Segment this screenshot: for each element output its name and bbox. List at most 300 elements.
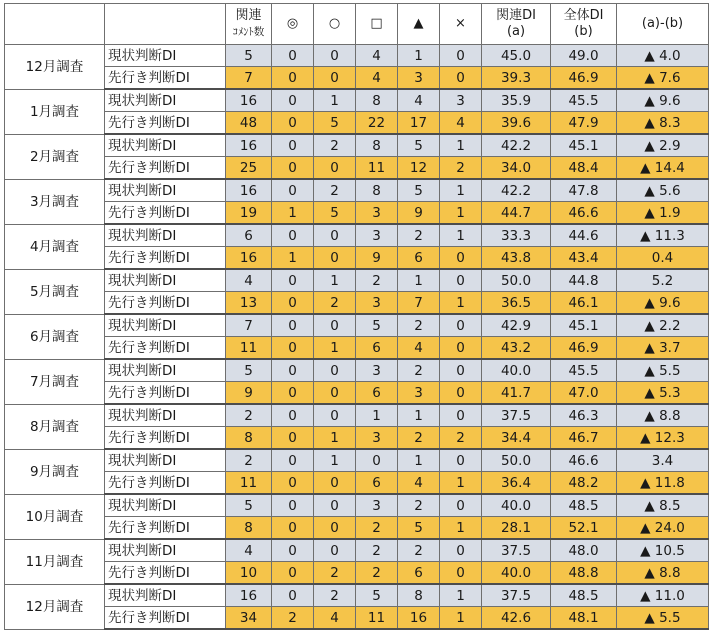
triangle-count-cell: 7 bbox=[398, 292, 440, 315]
circle-count-cell: 0 bbox=[314, 314, 356, 337]
header-kanren-di-line1: 関連DI bbox=[496, 8, 536, 23]
kanren-count-cell: 16 bbox=[226, 134, 272, 157]
table-row bbox=[5, 269, 709, 292]
kanren-di-cell: 50.0 bbox=[482, 449, 551, 472]
table-row bbox=[5, 607, 709, 630]
table-row bbox=[5, 427, 709, 450]
current-di-label: 現状判断DI bbox=[105, 89, 226, 112]
table-row bbox=[5, 224, 709, 247]
kanren-count-cell: 19 bbox=[226, 202, 272, 225]
square-count-cell: 2 bbox=[356, 562, 398, 585]
double-circle-count-cell: 0 bbox=[272, 269, 314, 292]
zentai-di-cell: 45.1 bbox=[551, 134, 617, 157]
zentai-di-cell: 46.9 bbox=[551, 337, 617, 360]
kanren-count-cell: 25 bbox=[226, 157, 272, 180]
header-kanren-di bbox=[482, 4, 551, 45]
kanren-di-cell: 37.5 bbox=[482, 404, 551, 427]
cross-count-cell: 0 bbox=[440, 45, 482, 67]
diff-cell: ▲ 10.5 bbox=[617, 539, 709, 562]
diff-cell: ▲ 8.5 bbox=[617, 494, 709, 517]
diff-cell: ▲ 2.9 bbox=[617, 134, 709, 157]
zentai-di-cell: 48.5 bbox=[551, 584, 617, 607]
square-count-cell: 3 bbox=[356, 359, 398, 382]
table-body bbox=[5, 45, 709, 630]
cross-count-cell: 0 bbox=[440, 359, 482, 382]
kanren-di-cell: 34.0 bbox=[482, 157, 551, 180]
square-count-cell: 3 bbox=[356, 292, 398, 315]
square-count-cell: 8 bbox=[356, 134, 398, 157]
header-zentai-di-line1: 全体DI bbox=[563, 8, 604, 23]
header-row bbox=[5, 4, 709, 45]
header-square: □ bbox=[356, 4, 398, 45]
table-row bbox=[5, 112, 709, 135]
forecast-di-label: 先行き判断DI bbox=[105, 202, 226, 225]
circle-count-cell: 4 bbox=[314, 607, 356, 630]
zentai-di-cell: 46.1 bbox=[551, 292, 617, 315]
triangle-count-cell: 2 bbox=[398, 224, 440, 247]
kanren-count-cell: 48 bbox=[226, 112, 272, 135]
triangle-count-cell: 9 bbox=[398, 202, 440, 225]
square-count-cell: 4 bbox=[356, 45, 398, 67]
zentai-di-cell: 48.8 bbox=[551, 562, 617, 585]
table-row bbox=[5, 539, 709, 562]
square-count-cell: 6 bbox=[356, 382, 398, 405]
kanren-count-cell: 34 bbox=[226, 607, 272, 630]
table-row bbox=[5, 359, 709, 382]
forecast-di-label: 先行き判断DI bbox=[105, 157, 226, 180]
kanren-count-cell: 2 bbox=[226, 404, 272, 427]
kanren-count-cell: 8 bbox=[226, 517, 272, 540]
month-label: 8月調査 bbox=[5, 404, 105, 449]
triangle-count-cell: 2 bbox=[398, 427, 440, 450]
kanren-di-cell: 37.5 bbox=[482, 584, 551, 607]
square-count-cell: 3 bbox=[356, 494, 398, 517]
square-count-cell: 1 bbox=[356, 404, 398, 427]
zentai-di-cell: 46.9 bbox=[551, 67, 617, 90]
forecast-di-label: 先行き判断DI bbox=[105, 292, 226, 315]
header-kanren-count bbox=[226, 4, 272, 45]
cross-count-cell: 1 bbox=[440, 472, 482, 495]
month-label: 6月調査 bbox=[5, 314, 105, 359]
double-circle-count-cell: 0 bbox=[272, 382, 314, 405]
kanren-di-cell: 42.2 bbox=[482, 179, 551, 202]
cross-count-cell: 0 bbox=[440, 269, 482, 292]
cross-count-cell: 0 bbox=[440, 67, 482, 90]
double-circle-count-cell: 0 bbox=[272, 359, 314, 382]
header-zentai-di bbox=[551, 4, 617, 45]
kanren-count-cell: 16 bbox=[226, 89, 272, 112]
current-di-label: 現状判断DI bbox=[105, 494, 226, 517]
month-label: 12月調査 bbox=[5, 584, 105, 629]
diff-cell: 5.2 bbox=[617, 269, 709, 292]
kanren-di-cell: 44.7 bbox=[482, 202, 551, 225]
double-circle-count-cell: 0 bbox=[272, 112, 314, 135]
triangle-count-cell: 3 bbox=[398, 67, 440, 90]
square-count-cell: 9 bbox=[356, 247, 398, 270]
cross-count-cell: 0 bbox=[440, 449, 482, 472]
cross-count-cell: 0 bbox=[440, 494, 482, 517]
cross-count-cell: 2 bbox=[440, 157, 482, 180]
table-row bbox=[5, 89, 709, 112]
month-label: 12月調査 bbox=[5, 45, 105, 90]
cross-count-cell: 0 bbox=[440, 539, 482, 562]
di-table bbox=[4, 3, 709, 630]
month-label: 7月調査 bbox=[5, 359, 105, 404]
month-label: 4月調査 bbox=[5, 224, 105, 269]
table-row bbox=[5, 67, 709, 90]
zentai-di-cell: 48.0 bbox=[551, 539, 617, 562]
kanren-count-cell: 8 bbox=[226, 427, 272, 450]
zentai-di-cell: 48.2 bbox=[551, 472, 617, 495]
double-circle-count-cell: 0 bbox=[272, 472, 314, 495]
square-count-cell: 3 bbox=[356, 202, 398, 225]
diff-cell: ▲ 11.3 bbox=[617, 224, 709, 247]
header-kanren-di-line2: (a) bbox=[506, 24, 526, 39]
cross-count-cell: 1 bbox=[440, 224, 482, 247]
forecast-di-label: 先行き判断DI bbox=[105, 67, 226, 90]
diff-cell: 3.4 bbox=[617, 449, 709, 472]
zentai-di-cell: 45.5 bbox=[551, 89, 617, 112]
table-row bbox=[5, 472, 709, 495]
kanren-di-cell: 39.3 bbox=[482, 67, 551, 90]
cross-count-cell: 0 bbox=[440, 562, 482, 585]
zentai-di-cell: 47.8 bbox=[551, 179, 617, 202]
zentai-di-cell: 43.4 bbox=[551, 247, 617, 270]
circle-count-cell: 1 bbox=[314, 89, 356, 112]
header-corner bbox=[5, 4, 105, 45]
zentai-di-cell: 47.0 bbox=[551, 382, 617, 405]
triangle-count-cell: 2 bbox=[398, 359, 440, 382]
header-double-circle: ◎ bbox=[272, 4, 314, 45]
header-cross: × bbox=[440, 4, 482, 45]
kanren-di-cell: 43.2 bbox=[482, 337, 551, 360]
current-di-label: 現状判断DI bbox=[105, 269, 226, 292]
diff-cell: ▲ 12.3 bbox=[617, 427, 709, 450]
kanren-count-cell: 5 bbox=[226, 494, 272, 517]
cross-count-cell: 3 bbox=[440, 89, 482, 112]
current-di-label: 現状判断DI bbox=[105, 45, 226, 67]
square-count-cell: 2 bbox=[356, 517, 398, 540]
kanren-di-cell: 36.5 bbox=[482, 292, 551, 315]
cross-count-cell: 0 bbox=[440, 382, 482, 405]
current-di-label: 現状判断DI bbox=[105, 359, 226, 382]
triangle-count-cell: 4 bbox=[398, 337, 440, 360]
forecast-di-label: 先行き判断DI bbox=[105, 472, 226, 495]
double-circle-count-cell: 0 bbox=[272, 157, 314, 180]
diff-cell: ▲ 11.8 bbox=[617, 472, 709, 495]
table-row bbox=[5, 449, 709, 472]
kanren-count-cell: 11 bbox=[226, 472, 272, 495]
double-circle-count-cell: 1 bbox=[272, 202, 314, 225]
kanren-count-cell: 7 bbox=[226, 314, 272, 337]
kanren-di-cell: 43.8 bbox=[482, 247, 551, 270]
circle-count-cell: 0 bbox=[314, 247, 356, 270]
kanren-di-cell: 50.0 bbox=[482, 269, 551, 292]
current-di-label: 現状判断DI bbox=[105, 584, 226, 607]
square-count-cell: 8 bbox=[356, 179, 398, 202]
diff-cell: ▲ 8.3 bbox=[617, 112, 709, 135]
header-blank bbox=[105, 4, 226, 45]
double-circle-count-cell: 1 bbox=[272, 247, 314, 270]
zentai-di-cell: 45.5 bbox=[551, 359, 617, 382]
kanren-di-cell: 33.3 bbox=[482, 224, 551, 247]
double-circle-count-cell: 2 bbox=[272, 607, 314, 630]
diff-cell: ▲ 5.3 bbox=[617, 382, 709, 405]
diff-cell: 0.4 bbox=[617, 247, 709, 270]
kanren-count-cell: 16 bbox=[226, 247, 272, 270]
circle-count-cell: 0 bbox=[314, 404, 356, 427]
cross-count-cell: 4 bbox=[440, 112, 482, 135]
kanren-di-cell: 39.6 bbox=[482, 112, 551, 135]
square-count-cell: 4 bbox=[356, 67, 398, 90]
kanren-count-cell: 7 bbox=[226, 67, 272, 90]
circle-count-cell: 2 bbox=[314, 134, 356, 157]
double-circle-count-cell: 0 bbox=[272, 179, 314, 202]
forecast-di-label: 先行き判断DI bbox=[105, 607, 226, 630]
circle-count-cell: 0 bbox=[314, 539, 356, 562]
kanren-di-cell: 42.6 bbox=[482, 607, 551, 630]
diff-cell: ▲ 11.0 bbox=[617, 584, 709, 607]
diff-cell: ▲ 7.6 bbox=[617, 67, 709, 90]
diff-cell: ▲ 14.4 bbox=[617, 157, 709, 180]
triangle-count-cell: 4 bbox=[398, 472, 440, 495]
current-di-label: 現状判断DI bbox=[105, 224, 226, 247]
table-row bbox=[5, 494, 709, 517]
zentai-di-cell: 46.6 bbox=[551, 449, 617, 472]
cross-count-cell: 0 bbox=[440, 404, 482, 427]
kanren-count-cell: 4 bbox=[226, 269, 272, 292]
zentai-di-cell: 46.7 bbox=[551, 427, 617, 450]
circle-count-cell: 5 bbox=[314, 112, 356, 135]
table-row bbox=[5, 45, 709, 67]
table-row bbox=[5, 562, 709, 585]
triangle-count-cell: 2 bbox=[398, 539, 440, 562]
forecast-di-label: 先行き判断DI bbox=[105, 562, 226, 585]
kanren-di-cell: 40.0 bbox=[482, 359, 551, 382]
table-row bbox=[5, 179, 709, 202]
triangle-count-cell: 5 bbox=[398, 517, 440, 540]
double-circle-count-cell: 0 bbox=[272, 449, 314, 472]
cross-count-cell: 1 bbox=[440, 134, 482, 157]
double-circle-count-cell: 0 bbox=[272, 562, 314, 585]
kanren-count-cell: 13 bbox=[226, 292, 272, 315]
zentai-di-cell: 46.3 bbox=[551, 404, 617, 427]
square-count-cell: 5 bbox=[356, 314, 398, 337]
circle-count-cell: 2 bbox=[314, 562, 356, 585]
diff-cell: ▲ 9.6 bbox=[617, 89, 709, 112]
kanren-di-cell: 28.1 bbox=[482, 517, 551, 540]
table-row bbox=[5, 404, 709, 427]
circle-count-cell: 2 bbox=[314, 179, 356, 202]
month-label: 3月調査 bbox=[5, 179, 105, 224]
square-count-cell: 22 bbox=[356, 112, 398, 135]
month-label: 2月調査 bbox=[5, 134, 105, 179]
circle-count-cell: 1 bbox=[314, 337, 356, 360]
forecast-di-label: 先行き判断DI bbox=[105, 427, 226, 450]
month-label: 10月調査 bbox=[5, 494, 105, 539]
double-circle-count-cell: 0 bbox=[272, 314, 314, 337]
zentai-di-cell: 46.6 bbox=[551, 202, 617, 225]
cross-count-cell: 1 bbox=[440, 292, 482, 315]
circle-count-cell: 1 bbox=[314, 269, 356, 292]
triangle-count-cell: 6 bbox=[398, 562, 440, 585]
square-count-cell: 3 bbox=[356, 224, 398, 247]
triangle-count-cell: 8 bbox=[398, 584, 440, 607]
cross-count-cell: 1 bbox=[440, 607, 482, 630]
kanren-di-cell: 40.0 bbox=[482, 494, 551, 517]
diff-cell: ▲ 24.0 bbox=[617, 517, 709, 540]
header-circle: ○ bbox=[314, 4, 356, 45]
table-row bbox=[5, 517, 709, 540]
triangle-count-cell: 5 bbox=[398, 179, 440, 202]
table-row bbox=[5, 247, 709, 270]
triangle-count-cell: 16 bbox=[398, 607, 440, 630]
cross-count-cell: 1 bbox=[440, 517, 482, 540]
month-label: 5月調査 bbox=[5, 269, 105, 314]
table-row bbox=[5, 134, 709, 157]
cross-count-cell: 0 bbox=[440, 314, 482, 337]
current-di-label: 現状判断DI bbox=[105, 134, 226, 157]
circle-count-cell: 1 bbox=[314, 449, 356, 472]
square-count-cell: 2 bbox=[356, 269, 398, 292]
zentai-di-cell: 48.4 bbox=[551, 157, 617, 180]
cross-count-cell: 0 bbox=[440, 337, 482, 360]
kanren-di-cell: 40.0 bbox=[482, 562, 551, 585]
kanren-di-cell: 35.9 bbox=[482, 89, 551, 112]
double-circle-count-cell: 0 bbox=[272, 45, 314, 67]
double-circle-count-cell: 0 bbox=[272, 89, 314, 112]
current-di-label: 現状判断DI bbox=[105, 314, 226, 337]
zentai-di-cell: 48.5 bbox=[551, 494, 617, 517]
double-circle-count-cell: 0 bbox=[272, 292, 314, 315]
triangle-count-cell: 5 bbox=[398, 134, 440, 157]
triangle-count-cell: 1 bbox=[398, 404, 440, 427]
table-row bbox=[5, 382, 709, 405]
cross-count-cell: 2 bbox=[440, 427, 482, 450]
square-count-cell: 8 bbox=[356, 89, 398, 112]
triangle-count-cell: 4 bbox=[398, 89, 440, 112]
zentai-di-cell: 45.1 bbox=[551, 314, 617, 337]
diff-cell: ▲ 1.9 bbox=[617, 202, 709, 225]
double-circle-count-cell: 0 bbox=[272, 134, 314, 157]
forecast-di-label: 先行き判断DI bbox=[105, 337, 226, 360]
month-label: 9月調査 bbox=[5, 449, 105, 494]
kanren-count-cell: 5 bbox=[226, 359, 272, 382]
kanren-di-cell: 42.9 bbox=[482, 314, 551, 337]
header-kanren-count-line2: ｺﾒﾝﾄ数 bbox=[232, 26, 265, 38]
zentai-di-cell: 47.9 bbox=[551, 112, 617, 135]
square-count-cell: 6 bbox=[356, 337, 398, 360]
circle-count-cell: 1 bbox=[314, 427, 356, 450]
kanren-count-cell: 16 bbox=[226, 179, 272, 202]
triangle-count-cell: 17 bbox=[398, 112, 440, 135]
double-circle-count-cell: 0 bbox=[272, 404, 314, 427]
forecast-di-label: 先行き判断DI bbox=[105, 517, 226, 540]
square-count-cell: 2 bbox=[356, 539, 398, 562]
triangle-count-cell: 2 bbox=[398, 314, 440, 337]
kanren-count-cell: 5 bbox=[226, 45, 272, 67]
table-row bbox=[5, 584, 709, 607]
triangle-count-cell: 6 bbox=[398, 247, 440, 270]
circle-count-cell: 0 bbox=[314, 359, 356, 382]
kanren-di-cell: 41.7 bbox=[482, 382, 551, 405]
zentai-di-cell: 44.6 bbox=[551, 224, 617, 247]
circle-count-cell: 0 bbox=[314, 494, 356, 517]
circle-count-cell: 0 bbox=[314, 67, 356, 90]
double-circle-count-cell: 0 bbox=[272, 584, 314, 607]
circle-count-cell: 0 bbox=[314, 472, 356, 495]
triangle-count-cell: 3 bbox=[398, 382, 440, 405]
diff-cell: ▲ 5.5 bbox=[617, 359, 709, 382]
header-kanren-count-line1: 関連 bbox=[235, 8, 262, 23]
triangle-count-cell: 1 bbox=[398, 449, 440, 472]
diff-cell: ▲ 8.8 bbox=[617, 404, 709, 427]
zentai-di-cell: 44.8 bbox=[551, 269, 617, 292]
cross-count-cell: 1 bbox=[440, 584, 482, 607]
cross-count-cell: 0 bbox=[440, 247, 482, 270]
table-row bbox=[5, 314, 709, 337]
double-circle-count-cell: 0 bbox=[272, 539, 314, 562]
square-count-cell: 3 bbox=[356, 427, 398, 450]
square-count-cell: 5 bbox=[356, 584, 398, 607]
kanren-count-cell: 16 bbox=[226, 584, 272, 607]
kanren-di-cell: 37.5 bbox=[482, 539, 551, 562]
forecast-di-label: 先行き判断DI bbox=[105, 382, 226, 405]
double-circle-count-cell: 0 bbox=[272, 517, 314, 540]
current-di-label: 現状判断DI bbox=[105, 539, 226, 562]
square-count-cell: 11 bbox=[356, 157, 398, 180]
table-row bbox=[5, 202, 709, 225]
kanren-di-cell: 36.4 bbox=[482, 472, 551, 495]
circle-count-cell: 5 bbox=[314, 202, 356, 225]
header-zentai-di-line2: (b) bbox=[574, 24, 593, 39]
kanren-count-cell: 11 bbox=[226, 337, 272, 360]
circle-count-cell: 2 bbox=[314, 292, 356, 315]
triangle-count-cell: 1 bbox=[398, 269, 440, 292]
cross-count-cell: 1 bbox=[440, 202, 482, 225]
circle-count-cell: 0 bbox=[314, 157, 356, 180]
current-di-label: 現状判断DI bbox=[105, 179, 226, 202]
kanren-count-cell: 9 bbox=[226, 382, 272, 405]
month-label: 1月調査 bbox=[5, 89, 105, 134]
kanren-count-cell: 6 bbox=[226, 224, 272, 247]
circle-count-cell: 0 bbox=[314, 45, 356, 67]
kanren-di-cell: 45.0 bbox=[482, 45, 551, 67]
diff-cell: ▲ 9.6 bbox=[617, 292, 709, 315]
square-count-cell: 11 bbox=[356, 607, 398, 630]
kanren-di-cell: 42.2 bbox=[482, 134, 551, 157]
double-circle-count-cell: 0 bbox=[272, 224, 314, 247]
square-count-cell: 6 bbox=[356, 472, 398, 495]
table-row bbox=[5, 157, 709, 180]
kanren-count-cell: 10 bbox=[226, 562, 272, 585]
kanren-count-cell: 4 bbox=[226, 539, 272, 562]
square-count-cell: 0 bbox=[356, 449, 398, 472]
current-di-label: 現状判断DI bbox=[105, 404, 226, 427]
circle-count-cell: 0 bbox=[314, 517, 356, 540]
zentai-di-cell: 49.0 bbox=[551, 45, 617, 67]
double-circle-count-cell: 0 bbox=[272, 427, 314, 450]
circle-count-cell: 0 bbox=[314, 224, 356, 247]
double-circle-count-cell: 0 bbox=[272, 337, 314, 360]
double-circle-count-cell: 0 bbox=[272, 494, 314, 517]
header-triangle: ▲ bbox=[398, 4, 440, 45]
zentai-di-cell: 52.1 bbox=[551, 517, 617, 540]
diff-cell: ▲ 4.0 bbox=[617, 45, 709, 67]
diff-cell: ▲ 8.8 bbox=[617, 562, 709, 585]
diff-cell: ▲ 5.6 bbox=[617, 179, 709, 202]
table-row bbox=[5, 292, 709, 315]
